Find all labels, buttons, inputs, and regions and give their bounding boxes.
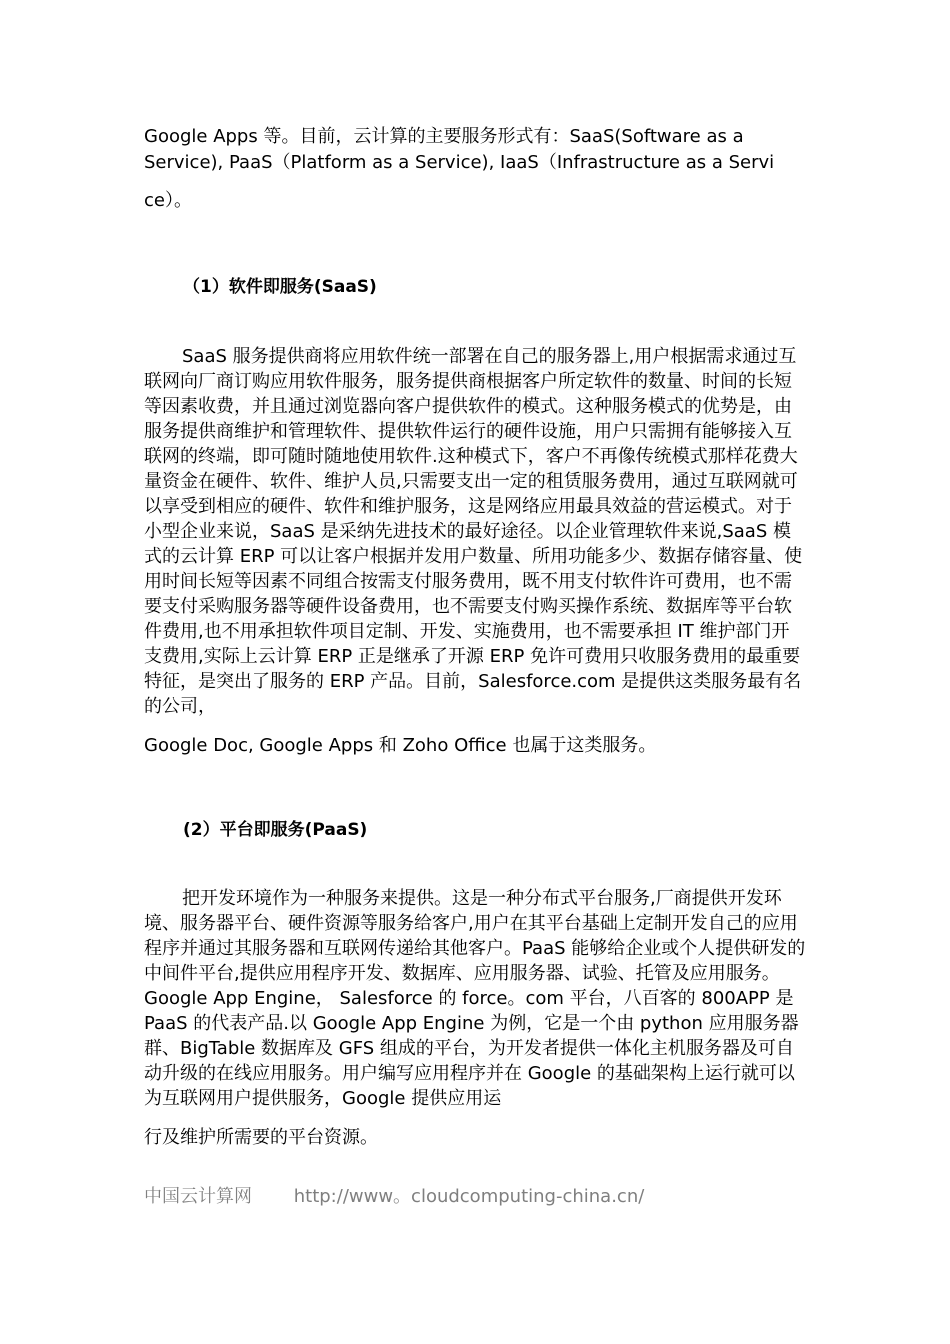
page-footer	[144, 1182, 806, 1208]
intro-text: Google Apps 等。目前，云计算的主要服务形式有：SaaS(Software as a Service), PaaS（Platform as a Service), IaaS（Infrastructure as a Servi	[144, 126, 775, 173]
footer-site-name: 中国云计算网	[144, 1186, 252, 1207]
section-body-saas	[144, 344, 806, 758]
paas-body-text: 把开发环境作为一种服务来提供。这是一种分布式平台服务,厂商提供开发环境、服务器平台、硬件资源等服务给客户,用户在其平台基础上定制开发自己的应用程序并通过其服务器和互联网传递给其他客户。PaaS 能够给企业或个人提供研发的中间件平台,提供应用程序开发、数据库、应用服务器、试验、托管及应用服务。Google App Engine， Salesforce 的 force。com 平台，八百客的 800APP 是 PaaS 的代表产品.以 Google App Engine 为例，它是一个由 python 应用服务器群、BigTable 数据库及 GFS 组成的平台，为开发者提供一体化主机服务器及可自动升级的在线应用服务。用户编写应用程序并在 Google 的基础架构上运行就可以为互联网用户提供服务，Google 提供应用运	[144, 888, 806, 1109]
section-heading-paas: (2）平台即服务(PaaS)	[183, 820, 368, 840]
saas-body-tail: Google Doc, Google Apps 和 Zoho Office 也属于这类服务。	[144, 735, 657, 756]
section-heading-saas: （1）软件即服务(SaaS)	[183, 277, 377, 297]
intro-tail: ce）。	[144, 190, 192, 211]
section-body-paas	[144, 886, 806, 1150]
footer-url-link[interactable]: http://www。cloudcomputing-china.cn/	[293, 1186, 645, 1207]
intro-paragraph	[144, 124, 806, 214]
paas-body-tail: 行及维护所需要的平台资源。	[144, 1127, 378, 1148]
saas-body-text: SaaS 服务提供商将应用软件统一部署在自己的服务器上,用户根据需求通过互联网向厂商订购应用软件服务，服务提供商根据客户所定软件的数量、时间的长短等因素收费，并且通过浏览器向客户提供软件的模式。这种服务模式的优势是，由服务提供商维护和管理软件、提供软件运行的硬件设施，用户只需拥有能够接入互联网的终端，即可随时随地使用软件.这种模式下，客户不再像传统模式那样花费大量资金在硬件、软件、维护人员,只需要支出一定的租赁服务费用，通过互联网就可以享受到相应的硬件、软件和维护服务，这是网络应用最具效益的营运模式。对于小型企业来说，SaaS 是采纳先进技术的最好途径。以企业管理软件来说,SaaS 模式的云计算 ERP 可以让客户根据并发用户数量、所用功能多少、数据存储容量、使用时间长短等因素不同组合按需支付服务费用，既不用支付软件许可费用，也不需要支付采购服务器等硬件设备费用，也不需要支付购买操作系统、数据库等平台软件费用,也不用承担软件项目定制、开发、实施费用，也不需要承担 IT 维护部门开支费用,实际上云计算 ERP 正是继承了开源 ERP 免许可费用只收服务费用的最重要特征，是突出了服务的 ERP 产品。目前，Salesforce.com 是提供这类服务最有名的公司，	[144, 346, 803, 717]
